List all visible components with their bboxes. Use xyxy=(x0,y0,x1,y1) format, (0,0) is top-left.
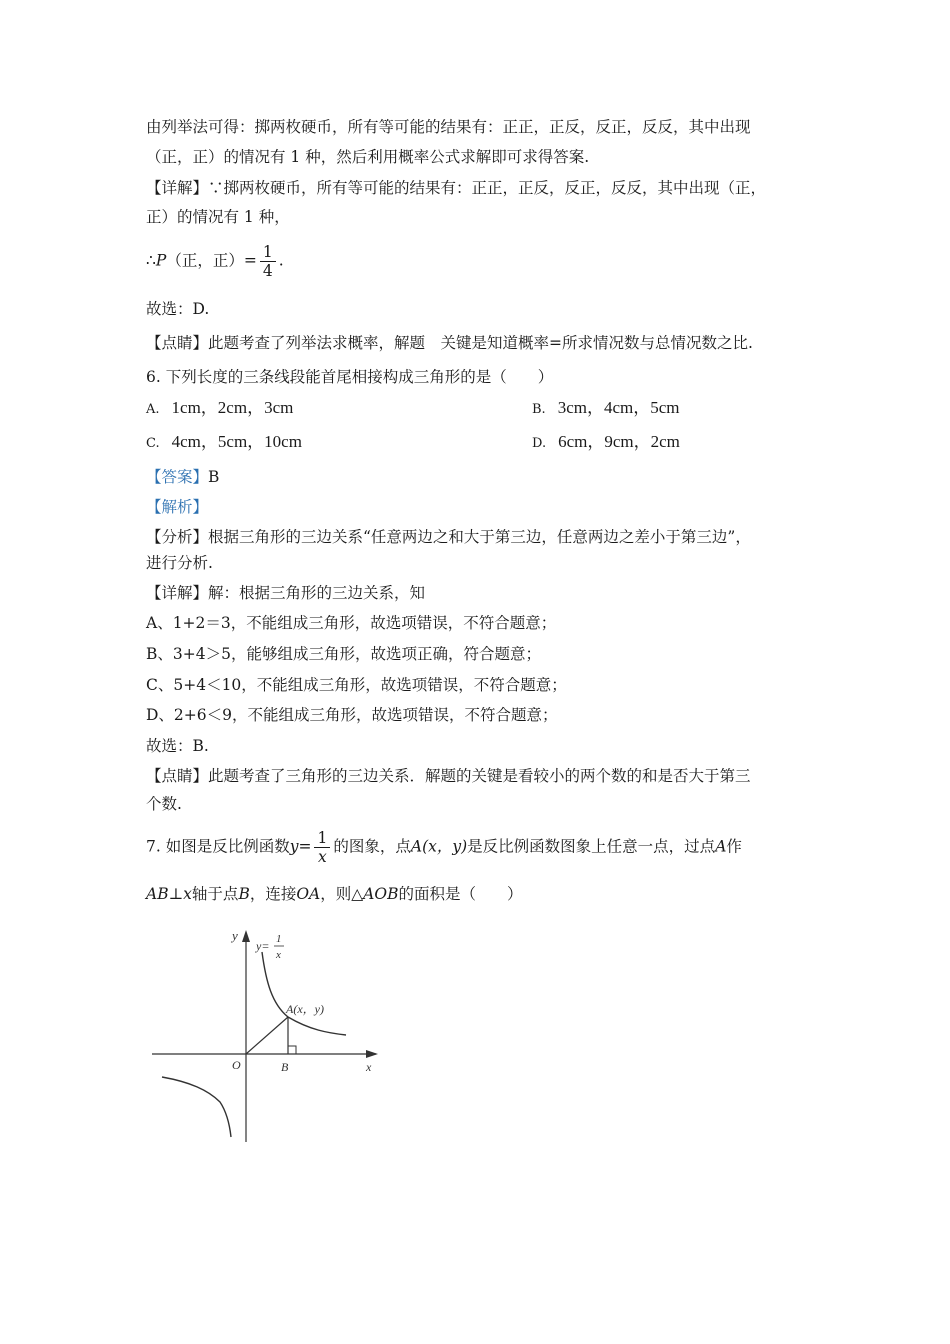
formula-mid: （正，正）= xyxy=(166,251,257,270)
label-func-den: x xyxy=(276,949,281,961)
q6-choose: 故选：B. xyxy=(146,737,209,755)
q7-coord: (x，y) xyxy=(422,837,468,856)
formula-p: P xyxy=(155,251,167,270)
q7-x: x xyxy=(183,885,192,903)
q6-fenxi-line-1: 【分析】根据三角形的三边关系“任意两边之和大于第三边，任意两边之差小于第三边”， xyxy=(146,528,751,546)
answer-value: B xyxy=(208,468,220,486)
option-letter: D. xyxy=(532,436,547,451)
option-value: 4cm，5cm，10cm xyxy=(171,432,302,451)
q7-zuo: 作 xyxy=(726,837,742,856)
q6-option-d xyxy=(532,432,680,454)
q6-option-b xyxy=(532,398,680,420)
q7-ab: AB xyxy=(146,885,169,903)
segment-oa xyxy=(246,1017,288,1054)
prev-analysis-line-2: （正，正）的情况有 1 种，然后利用概率公式求解即可求得答案. xyxy=(146,148,590,166)
option-letter: B. xyxy=(532,402,546,417)
q7-b: B xyxy=(238,885,250,903)
q7-point-a2: A xyxy=(715,837,727,856)
q6-answer xyxy=(146,467,219,487)
q6-item-d: D、2+6＜9，不能组成三角形，故选项错误，不符合题意； xyxy=(146,706,558,724)
q7-fraction xyxy=(314,829,330,866)
prev-answer-line: 故选：D. xyxy=(146,300,210,318)
label-x-axis: x xyxy=(366,1060,372,1074)
x-axis-arrow xyxy=(366,1050,378,1058)
option-value: 6cm，9cm，2cm xyxy=(558,432,680,451)
q7-point-a: A xyxy=(410,837,423,856)
q7-oa: OA xyxy=(296,885,321,903)
label-point-b: B xyxy=(281,1060,289,1074)
right-angle-mark xyxy=(288,1046,296,1054)
q7-start: 7. 如图是反比例函数 xyxy=(146,837,290,856)
prev-probability-formula xyxy=(146,243,284,280)
prev-detail-line-1: 【详解】∵掷两枚硬币，所有等可能的结果有：正正，正反，反正，反反，其中出现（正， xyxy=(146,179,767,197)
q7-axis-text: 轴于点 xyxy=(191,885,239,903)
prev-analysis-line-1: 由列举法可得：掷两枚硬币，所有等可能的结果有：正正，正反，反正，反反，其中出现 xyxy=(146,118,751,136)
answer-tag: 【答案】 xyxy=(146,468,209,486)
q6-comment-line-2: 个数. xyxy=(146,795,182,813)
q7-mid: 的图象，点 xyxy=(333,837,411,856)
q7-y: y xyxy=(289,837,299,856)
fraction-numerator: 1 xyxy=(314,829,330,848)
q7-question-line-2 xyxy=(146,884,522,904)
q6-item-a: A、1+2＝3，不能组成三角形，故选项错误，不符合题意； xyxy=(146,614,557,632)
q6-detail: 【详解】解：根据三角形的三边关系，知 xyxy=(146,584,426,602)
option-value: 1cm，2cm，3cm xyxy=(171,398,294,417)
q7-end: 是反比例函数图象上任意一点，过点 xyxy=(467,837,716,856)
q7-connect: ，连接 xyxy=(249,885,297,903)
q7-aob: AOB xyxy=(363,885,399,903)
option-letter: A. xyxy=(146,402,160,417)
fraction-denominator: x xyxy=(318,848,327,866)
q6-option-a xyxy=(146,398,293,420)
y-axis-arrow xyxy=(242,930,250,942)
q6-question: 6. 下列长度的三条线段能首尾相接构成三角形的是（ ） xyxy=(146,368,554,386)
fraction-numerator: 1 xyxy=(260,243,276,262)
option-letter: C. xyxy=(146,436,160,451)
label-func-num: 1 xyxy=(276,933,282,945)
q6-option-c xyxy=(146,432,302,454)
q6-item-c: C、5+4＜10，不能组成三角形，故选项错误，不符合题意； xyxy=(146,676,567,694)
q6-fenxi-line-2: 进行分析. xyxy=(146,554,213,572)
q6-comment-line-1: 【点睛】此题考查了三角形的三边关系．解题的关键是看较小的两个数的和是否大于第三 xyxy=(146,767,751,785)
q6-analysis-tag: 【解析】 xyxy=(146,498,209,516)
inverse-function-graph xyxy=(150,922,385,1147)
q6-item-b: B、3+4＞5，能够组成三角形，故选项正确，符合题意； xyxy=(146,645,541,663)
label-y-axis: y xyxy=(232,928,238,943)
label-origin: O xyxy=(232,1058,241,1072)
fraction-one-quarter xyxy=(260,243,276,280)
curve-third-quadrant xyxy=(162,1077,231,1137)
formula-end: . xyxy=(278,251,284,270)
fraction-denominator: 4 xyxy=(262,262,273,280)
prev-detail-line-2: 正）的情况有 1 种， xyxy=(146,208,290,226)
therefore-symbol: ∴ xyxy=(146,251,156,270)
label-func-y: y= xyxy=(256,939,270,953)
prev-comment: 【点睛】此题考查了列举法求概率，解题 关键是知道概率=所求情况数与总情况数之比. xyxy=(146,334,753,352)
curve-first-quadrant xyxy=(262,952,346,1035)
q7-question-line-1 xyxy=(146,829,742,866)
q7-eq: = xyxy=(298,837,312,856)
label-point-a: A(x，y) xyxy=(286,1002,324,1016)
q7-then: ，则△ xyxy=(320,885,364,903)
q7-area: 的面积是（ ） xyxy=(398,885,523,903)
option-value: 3cm，4cm，5cm xyxy=(557,398,680,417)
q7-perp: ⊥ xyxy=(168,885,184,903)
